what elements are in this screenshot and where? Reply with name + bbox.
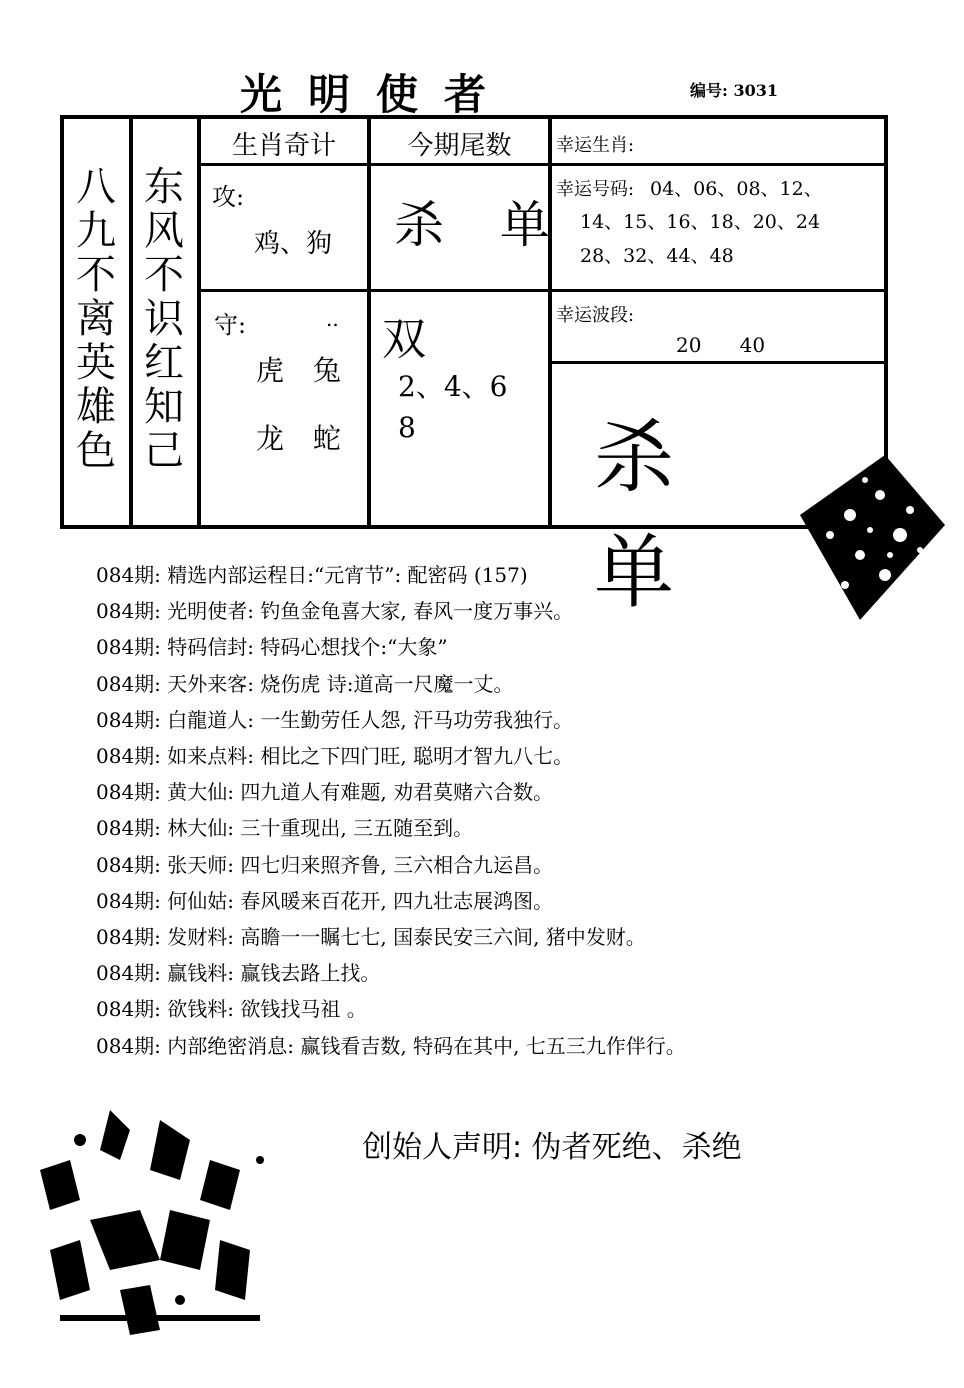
list-item: 084期: 天外来客: 烧伤虎 诗:道高一尺魔一丈。 xyxy=(96,671,514,696)
list-item: 084期: 赢钱料: 赢钱去路上找。 xyxy=(96,961,381,986)
lucky-wave-label: 幸运波段: xyxy=(556,305,635,326)
list-item: 084期: 欲钱料: 欲钱找马祖 。 xyxy=(96,997,367,1022)
double-numbers-line1: 2、4、6 xyxy=(398,370,508,403)
defend-dots: .. xyxy=(326,307,339,331)
seal-stamp-icon xyxy=(790,455,950,625)
lucky-numbers-line1: 04、06、08、12、 xyxy=(650,178,823,200)
defend-line1: 虎 兔 xyxy=(256,354,351,387)
list-item: 084期: 张天师: 四七归来照齐鲁, 三六相合九运昌。 xyxy=(96,852,554,877)
kill-single-big: 杀 单 xyxy=(594,411,718,619)
vertical-slogan-right: 东风不识红知己 xyxy=(144,164,184,474)
double-label: 双 xyxy=(382,314,426,365)
list-item: 084期: 发财料: 高瞻一一瞩七七, 国泰民安三六间, 猪中发财。 xyxy=(96,925,646,950)
list-item: 084期: 黄大仙: 四九道人有难题, 劝君莫赌六合数。 xyxy=(96,780,554,805)
cow-illustration-icon xyxy=(20,1100,300,1350)
attack-animals: 鸡、狗 xyxy=(254,229,333,259)
defend-label: 守: xyxy=(214,311,247,339)
list-item: 084期: 特码信封: 特码心想找个:“大象” xyxy=(96,635,448,660)
page-title: 光明使者 xyxy=(240,70,513,119)
founder-declaration: 创始人声明: 伪者死绝、杀绝 xyxy=(362,1130,742,1165)
header-zodiac: 生肖奇计 xyxy=(231,131,336,161)
period-lines xyxy=(96,557,686,1064)
attack-label: 攻: xyxy=(212,183,245,211)
lucky-numbers-line2: 14、15、16、18、20、24 xyxy=(580,211,821,233)
header-tail: 今期尾数 xyxy=(407,131,512,161)
list-item: 084期: 白龍道人: 一生勤劳任人怨, 汗马功劳我独行。 xyxy=(96,707,574,732)
list-item: 084期: 精选内部运程日:“元宵节”: 配密码 (157) xyxy=(96,563,528,587)
list-item: 084期: 林大仙: 三十重现出, 三五随至到。 xyxy=(96,816,474,841)
serial-number: 编号: 3031 xyxy=(690,81,779,100)
list-item: 084期: 内部绝密消息: 赢钱看吉数, 特码在其中, 七五三九作伴行。 xyxy=(96,1033,686,1058)
defend-line2: 龙 蛇 xyxy=(256,422,351,455)
kill-single-small: 杀 单 xyxy=(394,196,570,254)
list-item: 084期: 如来点料: 相比之下四门旺, 聪明才智九八七。 xyxy=(96,744,574,769)
list-item: 084期: 何仙姑: 春风暖来百花开, 四九壮志展鸿图。 xyxy=(96,888,554,913)
lucky-wave-values: 20 40 xyxy=(676,333,766,357)
lucky-zodiac-label: 幸运生肖: xyxy=(556,135,635,156)
vertical-slogan-left: 八九不离英雄色 xyxy=(76,164,116,474)
lucky-numbers-label: 幸运号码: xyxy=(556,179,635,200)
double-numbers-line2: 8 xyxy=(398,411,416,444)
lucky-numbers-line3: 28、32、44、48 xyxy=(580,245,734,267)
list-item: 084期: 光明使者: 钓鱼金龟喜大家, 春风一度万事兴。 xyxy=(96,599,574,624)
